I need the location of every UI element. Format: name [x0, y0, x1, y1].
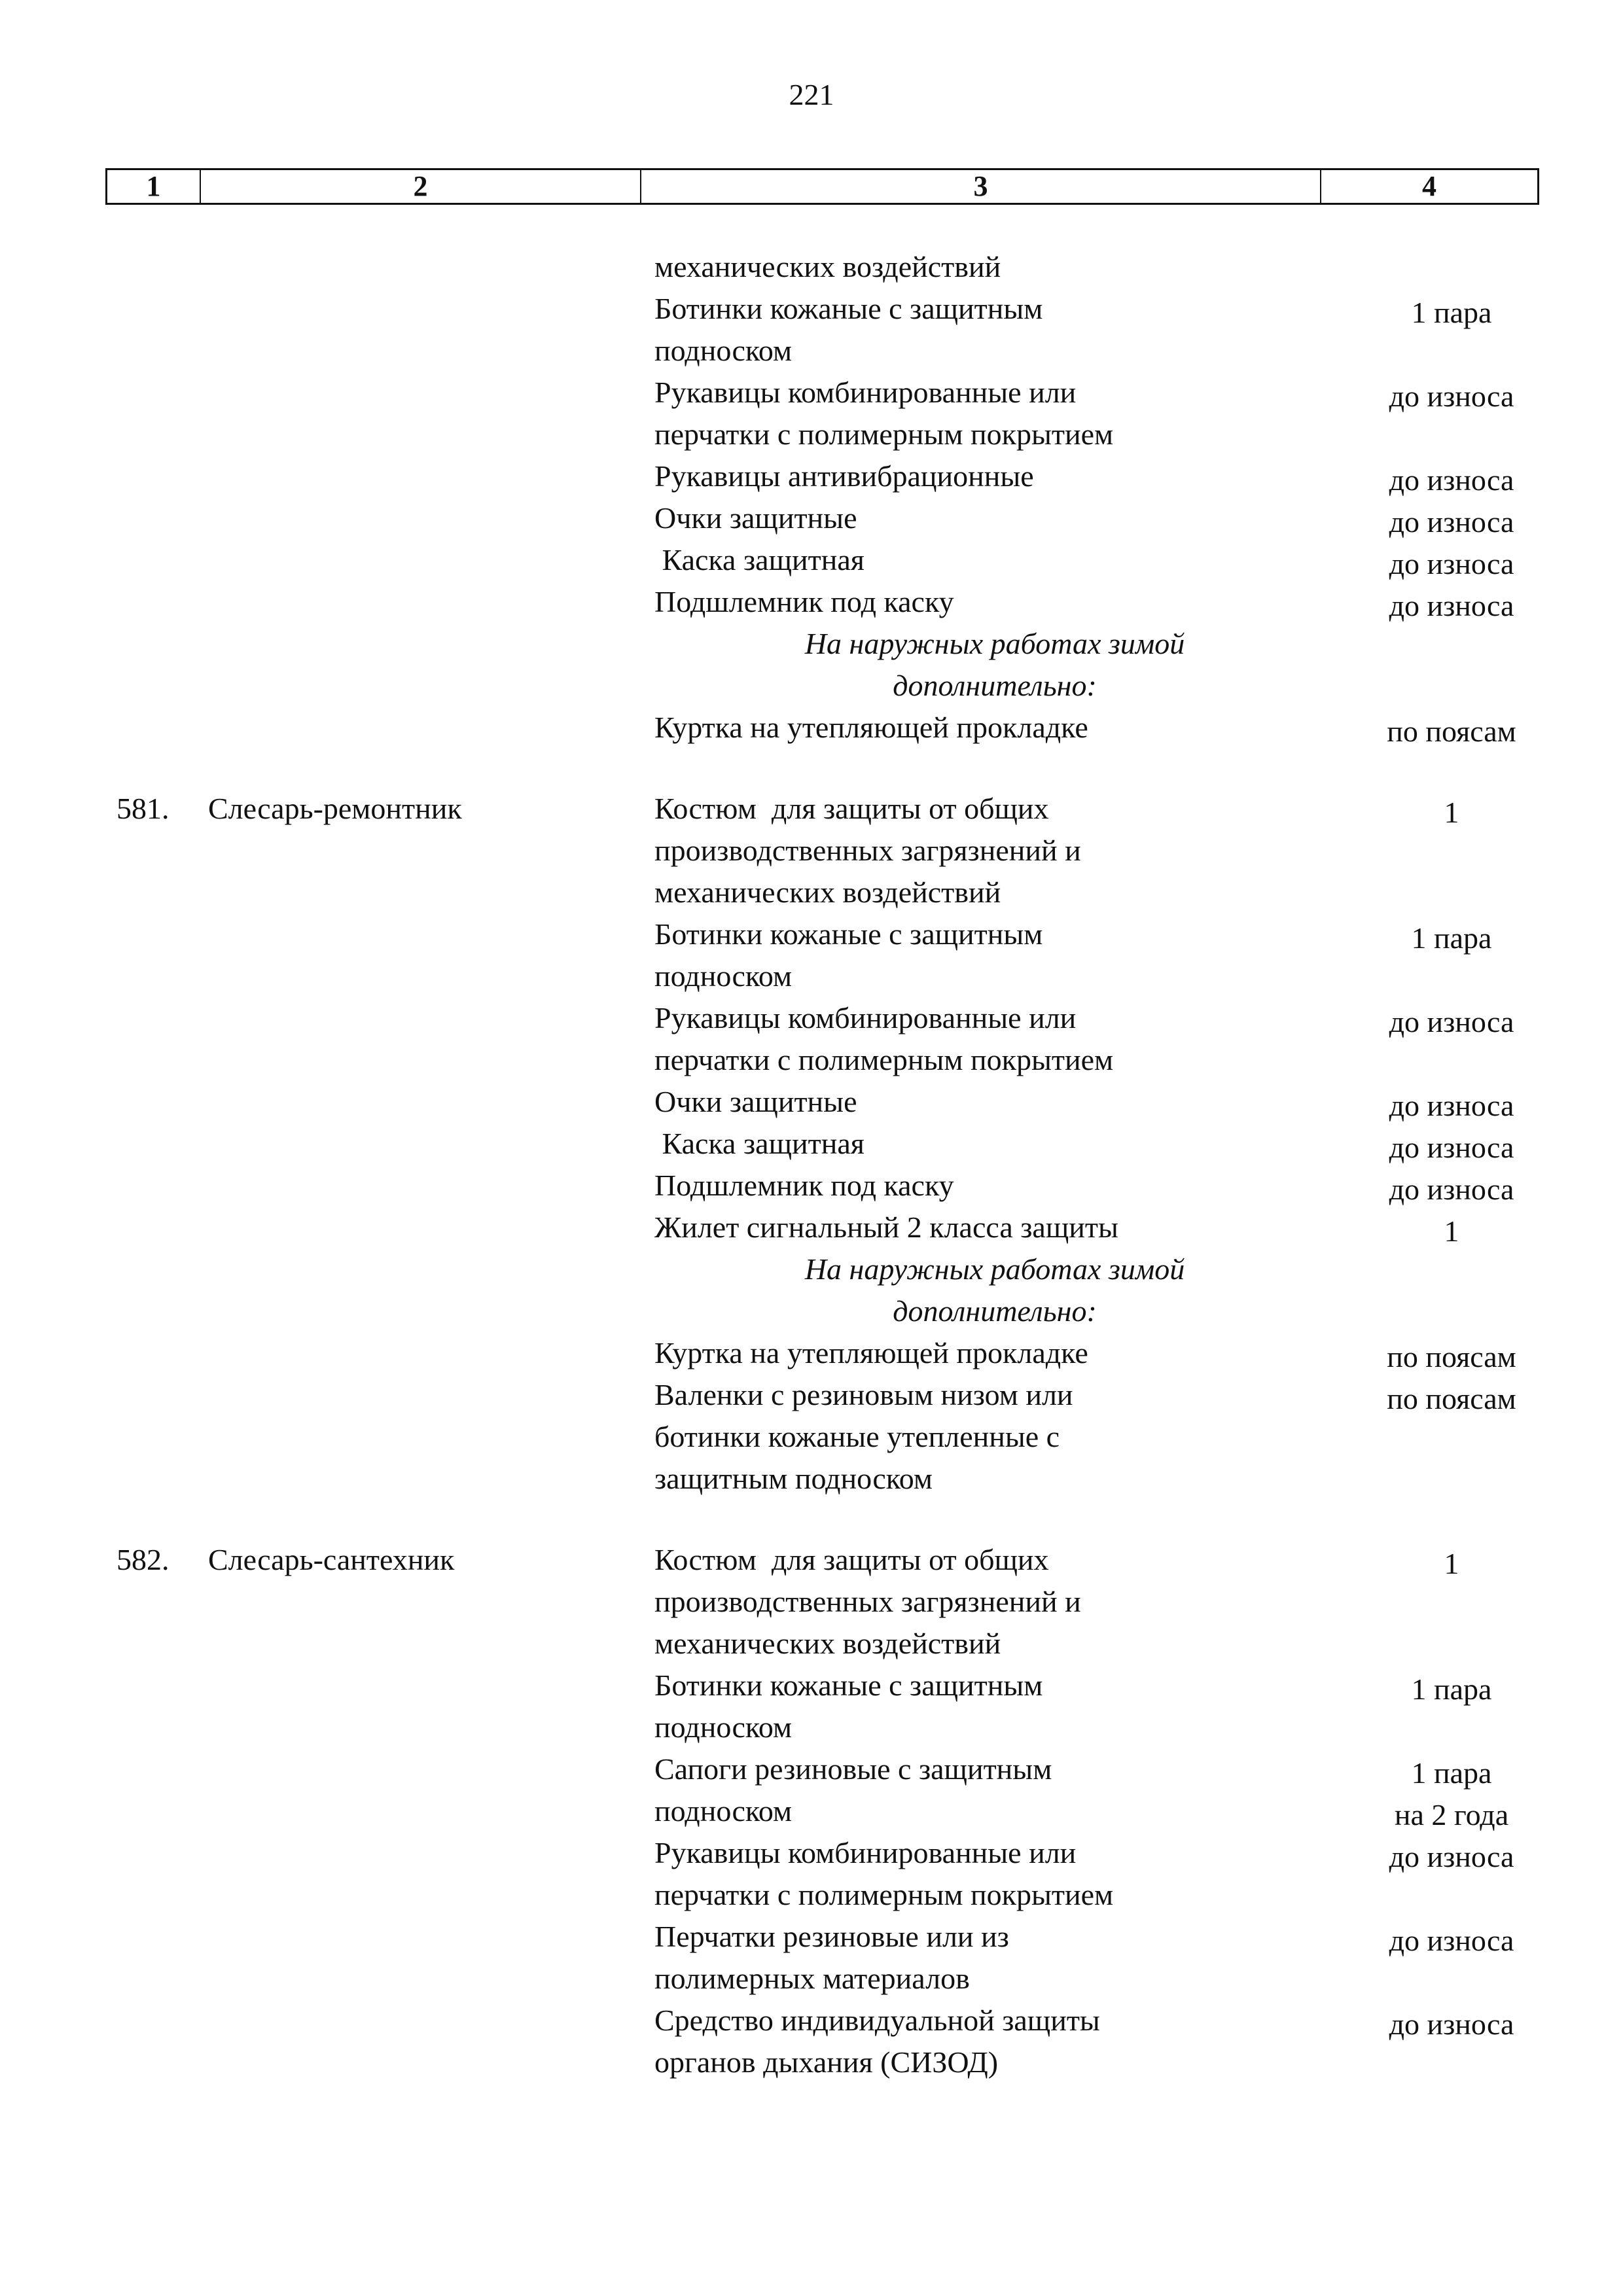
ppe-item: Средство индивидуальной защиты [654, 2004, 1100, 2037]
issue-norm: до износа [1389, 1924, 1514, 1957]
issue-norm: до износа [1389, 2007, 1514, 2041]
ppe-item: подноском [654, 959, 793, 993]
ppe-item: механических воздействий [654, 250, 1001, 283]
subheading: дополнительно: [893, 669, 1097, 702]
issue-norm: 1 [1444, 1547, 1459, 1580]
issue-norm: на 2 года [1394, 1798, 1509, 1831]
ppe-item: Подшлемник под каску [654, 1169, 954, 1202]
issue-norm: до износа [1389, 547, 1514, 580]
ppe-item: Рукавицы комбинированные или [654, 1001, 1077, 1034]
ppe-item: Ботинки кожаные с защитным [654, 292, 1043, 325]
ppe-item: Рукавицы комбинированные или [654, 376, 1077, 409]
ppe-item: производственных загрязнений и [654, 834, 1081, 867]
ppe-item: перчатки с полимерным покрытием [654, 1043, 1114, 1076]
issue-norm: 1 пара [1411, 296, 1492, 329]
ppe-item: Ботинки кожаные с защитным [654, 1669, 1043, 1702]
page-number: 221 [789, 78, 834, 111]
header-col-4: 4 [1422, 170, 1436, 202]
issue-norm: 1 [1444, 796, 1459, 829]
issue-norm: до износа [1389, 1089, 1514, 1122]
ppe-item: Куртка на утепляющей прокладке [654, 711, 1088, 744]
subheading: дополнительно: [893, 1294, 1097, 1328]
issue-norm: до износа [1389, 505, 1514, 539]
issue-norm: 1 [1444, 1214, 1459, 1248]
header-col-1: 1 [107, 170, 201, 203]
ppe-item: Каска защитная [654, 1127, 865, 1160]
ppe-item: механических воздействий [654, 875, 1001, 909]
ppe-item: Очки защитные [654, 501, 857, 535]
issue-norm: до износа [1389, 1005, 1514, 1038]
ppe-item: Ботинки кожаные с защитным [654, 917, 1043, 951]
issue-norm: до износа [1389, 380, 1514, 413]
header-col-2: 2 [201, 170, 641, 203]
issue-norm: по поясам [1387, 1340, 1516, 1373]
ppe-item: подноском [654, 1794, 793, 1828]
issue-norm: по поясам [1387, 1382, 1516, 1415]
ppe-item: перчатки с полимерным покрытием [654, 417, 1114, 451]
ppe-item: Рукавицы антивибрационные [654, 459, 1034, 493]
issue-norm: по поясам [1387, 715, 1516, 748]
issue-norm: 1 пара [1411, 1672, 1492, 1706]
ppe-item: Валенки с резиновым низом или [654, 1378, 1073, 1411]
row-number: 582. [116, 1543, 169, 1576]
ppe-item: ботинки кожаные утепленные с [654, 1420, 1060, 1453]
ppe-item: Куртка на утепляющей прокладке [654, 1336, 1088, 1369]
issue-norm: до износа [1389, 1840, 1514, 1873]
ppe-item: подноском [654, 334, 793, 367]
ppe-item: органов дыхания (СИЗОД) [654, 2045, 999, 2079]
ppe-item: Каска защитная [654, 543, 865, 576]
ppe-item: Жилет сигнальный 2 класса защиты [654, 1210, 1118, 1244]
ppe-item: механических воздействий [654, 1627, 1001, 1660]
row-number: 581. [116, 792, 169, 825]
ppe-item: производственных загрязнений и [654, 1585, 1081, 1618]
ppe-item: полимерных материалов [654, 1962, 970, 1995]
issue-norm: 1 пара [1411, 921, 1492, 955]
ppe-item: Костюм для защиты от общих [654, 1543, 1049, 1576]
ppe-item: Костюм для защиты от общих [654, 792, 1049, 825]
ppe-item: перчатки с полимерным покрытием [654, 1878, 1114, 1911]
ppe-item: Перчатки резиновые или из [654, 1920, 1009, 1953]
ppe-item: подноском [654, 1710, 793, 1744]
issue-norm: до износа [1389, 1131, 1514, 1164]
ppe-item: защитным подноском [654, 1462, 933, 1495]
ppe-item: Сапоги резиновые с защитным [654, 1752, 1052, 1786]
position-name: Слесарь-ремонтник [208, 792, 462, 825]
issue-norm: до износа [1389, 1173, 1514, 1206]
subheading: На наружных работах зимой [804, 1252, 1185, 1286]
ppe-item: Рукавицы комбинированные или [654, 1836, 1077, 1869]
position-name: Слесарь-сантехник [208, 1543, 455, 1576]
table-header [105, 168, 1539, 205]
issue-norm: до износа [1389, 463, 1514, 497]
header-col-3: 3 [641, 170, 1321, 203]
issue-norm: до износа [1389, 589, 1514, 622]
issue-norm: 1 пара [1411, 1756, 1492, 1790]
subheading: На наружных работах зимой [804, 627, 1185, 660]
ppe-item: Очки защитные [654, 1085, 857, 1118]
ppe-item: Подшлемник под каску [654, 585, 954, 618]
